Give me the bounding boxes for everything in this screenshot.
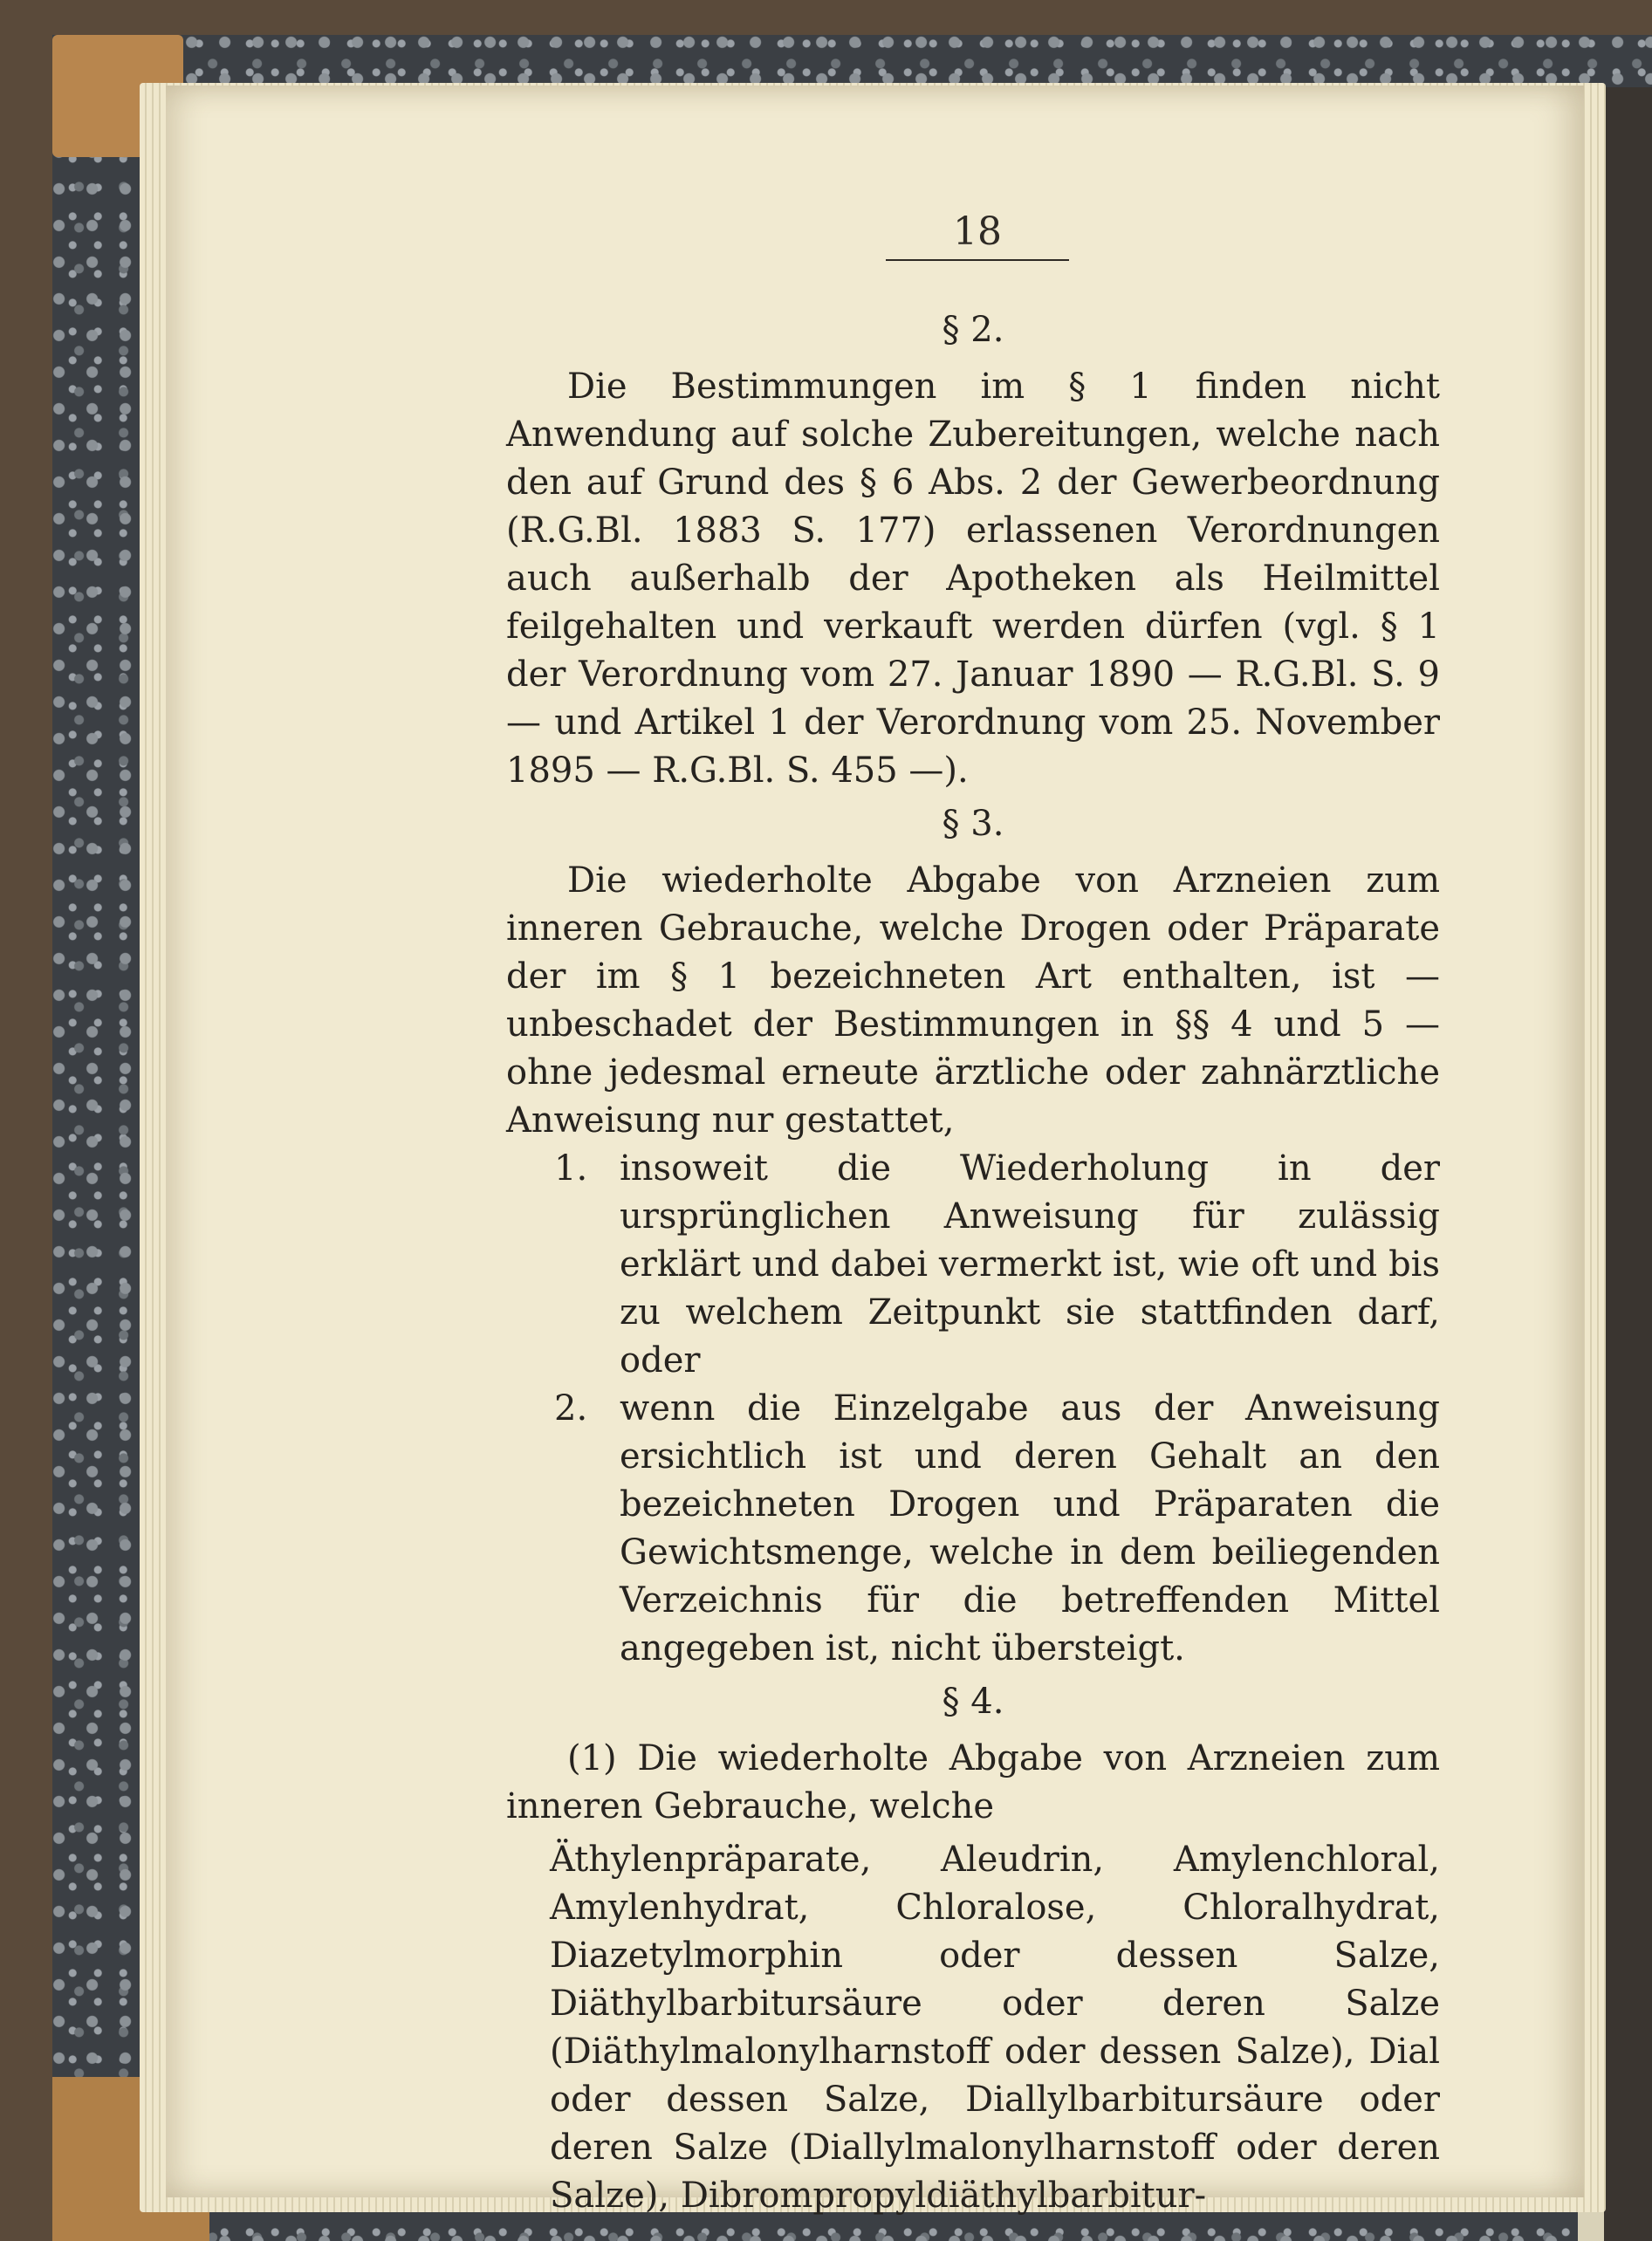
page-number: 18 xyxy=(953,209,1002,254)
page-number-rule xyxy=(886,259,1069,261)
section-heading-2: § 2. xyxy=(942,310,1004,350)
list-item-number: 1. xyxy=(554,1148,588,1189)
section-4-intro: (1) Die wiederholte Abgabe von Arzneien zum inneren Gebrauche, welche xyxy=(506,1738,1440,1826)
section-2-text: Die Bestimmungen im § 1 finden nicht Anwendung auf solche Zubereitungen, welche nach den auf Grund des § 6 Abs. 2 der Gewerbeordnung (R.G.Bl. 1883 S. 177) erlassenen Verordnungen auch außerhalb der Apotheken als Heilmittel feilgehalten und verkauft werden dürfen (vgl. § 1 der Verordnung vom 27. Januar 1890 — R.G.Bl. S. 9 — und Artikel 1 der Verordnung vom 25. November 1895 — R.G.Bl. S. 455 —). xyxy=(506,367,1440,791)
list-item-text: wenn die Einzelgabe aus der Anweisung ersichtlich ist und deren Gehalt an den bezeichneten Drogen und Präparaten die Gewichtsmenge, welche in dem beiliegenden Verzeichnis für die betreffenden Mittel angegeben ist, nicht übersteigt. xyxy=(620,1388,1440,1669)
list-item xyxy=(554,1385,1440,1673)
list-item-text: insoweit die Wiederholung in der ursprünglichen Anweisung für zulässig erklärt und dabei vermerkt ist, wie oft und bis zu welchem Zeitpunkt sie stattfinden darf, oder xyxy=(620,1148,1440,1381)
list-item xyxy=(554,1145,1440,1385)
list-item-number: 2. xyxy=(554,1388,588,1429)
page-body xyxy=(506,301,1440,2220)
section-3-list xyxy=(506,1145,1440,1673)
section-heading-3: § 3. xyxy=(942,804,1004,844)
substance-list: Äthylenpräparate, Aleudrin, Amylenchloral, Amylenhydrat, Chloralose, Chloralhydrat, Diazetylmorphin oder dessen Salze, Diäthylbarbitursäure oder deren Salze (Diäthylmalonylharnstoff oder dessen Salze), Dial oder dessen Salze, Diallylbarbitursäure oder deren Salze (Diallylmalonylharnstoff oder deren Salze), Dibrompropyldiäthylbarbitur- xyxy=(550,1840,1440,2216)
section-heading-4: § 4. xyxy=(942,1682,1004,1722)
section-3-intro: Die wiederholte Abgabe von Arzneien zum inneren Gebrauche, welche Drogen oder Präparate der im § 1 bezeichneten Art enthalten, ist — unbeschadet der Bestimmungen in §§ 4 und 5 — ohne jedesmal erneute ärztliche oder zahnärztliche Anweisung nur gestattet, xyxy=(506,860,1440,1141)
